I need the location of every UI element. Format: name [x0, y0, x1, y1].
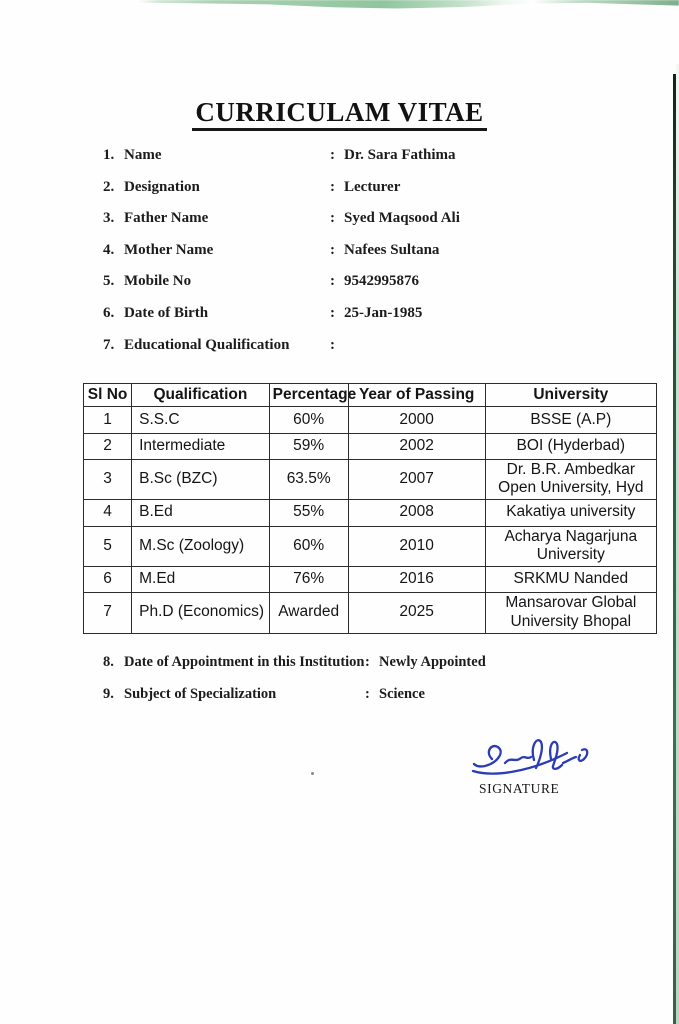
- cell-year: 2007: [348, 460, 485, 500]
- field-row-name: [103, 147, 623, 179]
- field-value: 25-Jan-1985: [344, 304, 423, 321]
- qualification-table: [83, 383, 657, 634]
- field-colon: :: [330, 178, 335, 195]
- cell-slno: 1: [84, 407, 132, 434]
- cell-percentage: 76%: [269, 566, 348, 592]
- scan-artifact-top-strip: [138, 0, 679, 9]
- cell-percentage: 55%: [269, 499, 348, 526]
- cell-qualification: Ph.D (Economics): [132, 592, 270, 633]
- field-number: 2.: [103, 178, 115, 195]
- cell-university: SRKMU Nanded: [485, 566, 656, 592]
- field-value: Newly Appointed: [379, 654, 486, 670]
- table-row: [84, 434, 657, 460]
- field-row-mobile: [103, 273, 623, 305]
- field-label: Mobile No: [124, 273, 192, 290]
- page-title: CURRICULAM VITAE: [192, 98, 486, 131]
- cell-year: 2000: [348, 407, 485, 434]
- table-row: [84, 460, 657, 500]
- field-label: Subject of Specialization: [124, 685, 277, 702]
- field-label: Name: [124, 147, 162, 163]
- cell-percentage: 59%: [269, 434, 348, 460]
- cell-slno: 6: [84, 566, 132, 592]
- field-row-father-name: [103, 210, 623, 242]
- field-label: Date of Appointment in this Institution: [124, 654, 365, 670]
- cell-percentage: 63.5%: [269, 460, 348, 500]
- field-colon: :: [365, 685, 370, 702]
- cell-percentage: 60%: [269, 526, 348, 566]
- field-number: 6.: [103, 304, 115, 321]
- field-label: Educational Qualification: [124, 336, 290, 353]
- cell-slno: 2: [84, 434, 132, 460]
- cell-university: BOI (Hyderbad): [485, 434, 656, 460]
- field-label: Date of Birth: [124, 304, 209, 321]
- table-row: [84, 566, 657, 592]
- cell-university: Dr. B.R. Ambedkar Open University, Hyd: [485, 460, 656, 500]
- field-number: 8.: [103, 654, 114, 670]
- table-row: [84, 526, 657, 566]
- field-value: Lecturer: [344, 178, 401, 195]
- handwritten-signature-mark: [470, 733, 592, 783]
- col-header-qualification: Qualification: [132, 384, 270, 407]
- appointment-fields: [103, 654, 623, 717]
- cell-qualification: Intermediate: [132, 434, 270, 460]
- field-row-dob: [103, 305, 623, 337]
- cell-university: Mansarovar Global University Bhopal: [485, 592, 656, 633]
- cell-slno: 3: [84, 460, 132, 500]
- col-header-percentage: Percentage: [269, 384, 348, 407]
- col-header-year: Year of Passing: [348, 384, 485, 407]
- field-number: 1.: [103, 147, 115, 163]
- field-colon: :: [330, 241, 335, 258]
- cell-year: 2008: [348, 499, 485, 526]
- col-header-university: University: [485, 384, 656, 407]
- field-colon: :: [330, 210, 335, 227]
- table-row: [84, 592, 657, 633]
- cell-year: 2025: [348, 592, 485, 633]
- cell-university: BSSE (A.P): [485, 407, 656, 434]
- field-number: 9.: [103, 685, 114, 702]
- field-number: 3.: [103, 210, 115, 227]
- scan-artifact-dot: [311, 772, 314, 775]
- cell-university: Acharya Nagarjuna University: [485, 526, 656, 566]
- cell-year: 2010: [348, 526, 485, 566]
- field-row-mother-name: [103, 242, 623, 274]
- field-value: Dr. Sara Fathima: [344, 147, 456, 163]
- field-label: Mother Name: [124, 241, 214, 258]
- cell-qualification: B.Sc (BZC): [132, 460, 270, 500]
- field-value: Science: [379, 685, 425, 702]
- personal-fields: [103, 147, 623, 368]
- signature-label: SIGNATURE: [479, 781, 560, 796]
- field-value: Nafees Sultana: [344, 241, 440, 258]
- cell-qualification: S.S.C: [132, 407, 270, 434]
- field-row-specialization: [103, 686, 623, 718]
- field-value: 9542995876: [344, 273, 419, 290]
- field-number: 5.: [103, 273, 115, 290]
- cell-percentage: Awarded: [269, 592, 348, 633]
- cell-qualification: B.Ed: [132, 499, 270, 526]
- field-number: 4.: [103, 241, 115, 258]
- field-colon: :: [330, 336, 335, 353]
- cell-slno: 5: [84, 526, 132, 566]
- cell-slno: 4: [84, 499, 132, 526]
- field-value: Syed Maqsood Ali: [344, 210, 460, 227]
- field-colon: :: [330, 304, 335, 321]
- field-label: Father Name: [124, 210, 209, 227]
- title-wrap: [0, 98, 679, 131]
- field-colon: :: [365, 654, 370, 670]
- field-row-designation: [103, 179, 623, 211]
- cell-qualification: M.Ed: [132, 566, 270, 592]
- cell-percentage: 60%: [269, 407, 348, 434]
- table-row: [84, 407, 657, 434]
- field-colon: :: [330, 273, 335, 290]
- field-label: Designation: [124, 178, 200, 195]
- field-row-appointment: [103, 654, 623, 686]
- cell-university: Kakatiya university: [485, 499, 656, 526]
- scan-artifact-right-line: [673, 74, 676, 1024]
- cell-qualification: M.Sc (Zoology): [132, 526, 270, 566]
- field-number: 7.: [103, 336, 115, 353]
- col-header-slno: Sl No: [84, 384, 132, 407]
- table-row: [84, 499, 657, 526]
- cell-year: 2002: [348, 434, 485, 460]
- cell-year: 2016: [348, 566, 485, 592]
- table-header-row: [84, 384, 657, 407]
- field-colon: :: [330, 147, 335, 163]
- field-row-educational-qualification: [103, 337, 623, 369]
- cell-slno: 7: [84, 592, 132, 633]
